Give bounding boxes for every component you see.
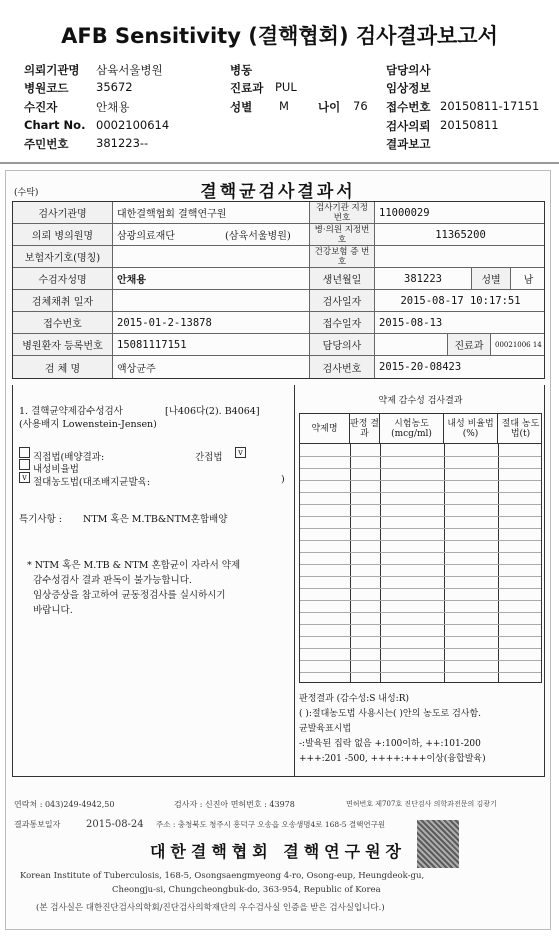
col-drug: 약제명	[300, 414, 350, 443]
resident-label: 주민번호	[24, 137, 69, 151]
org-name: 대한결핵협회 결핵연구원장	[149, 842, 407, 861]
receipt-value: 20150811-17151	[440, 99, 540, 113]
grid-row-line	[300, 480, 541, 481]
resistance-label: 내성비율법	[33, 464, 79, 475]
cell-value: 남	[523, 275, 534, 286]
comment-line: 바랍니다.	[33, 605, 73, 616]
subject-label: 수진자	[24, 100, 58, 114]
grid-row-line	[300, 456, 541, 457]
resident-value: 381223--	[96, 136, 149, 150]
clinical-label: 임상정보	[386, 81, 431, 95]
comment-line: * NTM 혹은 M.TB & NTM 혼합균이 자라서 약제	[27, 560, 241, 571]
sex-label: 성별	[230, 100, 253, 114]
indirect-checkbox[interactable]: v	[235, 447, 246, 458]
table-row	[13, 356, 544, 378]
cell-label: 검사일자	[309, 290, 375, 311]
grid-row-line	[300, 624, 541, 625]
test-code: [나406다(2). B4064]	[165, 406, 260, 417]
resistance-checkbox[interactable]	[19, 459, 30, 470]
sensitivity-panel	[295, 385, 546, 776]
scanned-form	[5, 170, 551, 930]
suta-label: (수탁)	[14, 188, 39, 198]
table-row	[13, 334, 544, 356]
verdict-label: 판정결과 (감수성:S 내성:R)	[299, 694, 409, 704]
col-abs: 절대 농도법(t)	[501, 418, 540, 439]
report-label: 결과보고	[386, 137, 431, 151]
cell-label: 검사기관 지정번호	[309, 202, 375, 223]
report-date-label: 결과통보일자	[14, 820, 61, 829]
col-ratio: 내성 비율법(%)	[444, 414, 498, 443]
cell-label: 보험자기호(명칭)	[13, 246, 113, 267]
official-seal-icon	[417, 820, 459, 868]
verdict-line: -:발육된 집락 없음 +:100이하, ++:101-200	[299, 739, 481, 749]
cell-value: 대한결핵협회 결핵연구원	[117, 209, 227, 220]
test-title: 1. 결핵균약제감수성검사	[19, 406, 123, 417]
cell-value: 11000029	[379, 206, 430, 219]
institution-value: 삼육서울병원	[96, 63, 163, 77]
cell-value: 15081117151	[117, 338, 187, 351]
sensitivity-grid	[299, 413, 542, 683]
note-label: 특기사항 :	[19, 514, 62, 525]
cell-label: 진료과	[447, 334, 491, 355]
cell-value: 11365200	[435, 228, 486, 241]
doctor-label: 담당의사	[386, 63, 431, 77]
verdict-line: ( ):절대농도법 사용시는( )안의 농도로 검사함.	[299, 709, 482, 719]
absolute-checkbox[interactable]: v	[19, 472, 30, 483]
cell-label: 병원환자 등록번호	[13, 334, 113, 355]
grid-row-line	[300, 528, 541, 529]
cell-value: 안채용	[117, 275, 146, 286]
cell-label: 검사기관명	[13, 202, 113, 223]
cell-label: 담당의사	[309, 334, 375, 355]
grid-row-line	[300, 672, 541, 673]
chart-label: Chart No.	[24, 118, 86, 132]
sex-value: M	[279, 99, 289, 113]
table-row	[13, 268, 544, 290]
direct-checkbox[interactable]	[19, 447, 30, 458]
direct-label: 직접법(배양결과:	[33, 452, 105, 463]
age-value: 76	[353, 99, 368, 113]
english-address: Korean Institute of Tuberculosis, 168-5, Osongsaengmyeong 4-ro, Osong-eup, Heungdeok-gu,	[20, 871, 425, 881]
institution-label: 의뢰기관명	[24, 63, 80, 77]
table-row	[13, 312, 544, 334]
dept-label: 진료과	[230, 81, 264, 95]
cell-label: 건강보험 증 번 호	[309, 246, 375, 267]
license: 면허번호 제707호 진단검사 의학과전문의 김광기	[346, 800, 497, 808]
cell-label: 생년월일	[309, 268, 375, 289]
examiner: 검사자 : 신진아 면허번호 : 43978	[174, 800, 295, 809]
certification: (본 검사실은 대한진단검사의학회/진단검사의학재단의 우수검사실 인증을 받은 검사실입니다.)	[36, 903, 385, 913]
hospital-code-value: 35672	[96, 80, 133, 94]
grid-row-line	[300, 636, 541, 637]
grid-row-line	[300, 648, 541, 649]
cell-label: 성별	[471, 268, 511, 289]
report-date: 2015-08-24	[86, 819, 144, 830]
grid-row-line	[300, 660, 541, 661]
receipt-label: 접수번호	[386, 100, 431, 114]
dept-value: PUL	[275, 80, 297, 94]
age-label: 나이	[318, 100, 341, 114]
absolute-label: 절대농도법(대조배지균발육:	[33, 477, 151, 488]
cell-label: 검체채취 일자	[13, 290, 113, 311]
cell-label: 수검자성명	[13, 268, 113, 289]
cell-label: 검사번호	[309, 356, 375, 378]
contact: 연락처 : 043)249-4942,50	[14, 800, 115, 809]
cell-value: 2015-20-08423	[379, 361, 462, 373]
address: 주소 : 충청북도 청주시 흥덕구 오송읍 오송생명4로 168-5 결핵연구원	[156, 820, 386, 829]
cell-label: 접수번호	[13, 312, 113, 333]
grid-header	[300, 414, 541, 444]
cell-value: (삼육서울병원)	[225, 231, 291, 242]
table-row	[13, 246, 544, 268]
grid-row-line	[300, 492, 541, 493]
absolute-close: )	[281, 474, 285, 485]
cell-value: 2015-08-13	[379, 316, 443, 329]
form-title: 결핵균검사결과서	[200, 182, 356, 202]
table-row	[13, 202, 544, 224]
col-conc: 시험농도 (mcg/ml)	[380, 414, 444, 443]
table-row	[13, 224, 544, 246]
grid-row-line	[300, 540, 541, 541]
hospital-code-label: 병원코드	[24, 81, 69, 95]
subject-value: 안채용	[96, 100, 130, 114]
grid-row-line	[300, 600, 541, 601]
grid-row-line	[300, 612, 541, 613]
cell-value: 삼광의료재단	[117, 231, 175, 242]
comment-line: 임상증상을 참고하여 균동정검사를 실시하시기	[33, 590, 226, 601]
ward-label: 병동	[230, 63, 253, 77]
report-title: AFB Sensitivity (결핵협회) 검사결과보고서	[61, 24, 498, 48]
chart-value: 0002100614	[96, 118, 170, 132]
col-result: 판정 결과	[350, 414, 380, 443]
test-method-panel	[13, 385, 295, 776]
cell-label: 병·의원 지정번호	[309, 224, 375, 245]
request-value: 20150811	[440, 118, 499, 132]
test-method: (사용배지 Lowenstein-Jensen)	[19, 419, 157, 430]
verdict-line: 균발육표시법	[299, 724, 352, 734]
note-value: NTM 혹은 M.TB&NTM혼합배양	[83, 514, 228, 525]
comment-line: 감수성검사 결과 판독이 불가능합니다.	[33, 575, 192, 586]
info-table	[12, 201, 545, 379]
cell-label: 의뢰 병의원명	[13, 224, 113, 245]
cell-value: 381223	[404, 272, 442, 285]
verdict-line: +++:201 -500, ++++:+++이상(융합발육)	[299, 754, 486, 764]
grid-row-line	[300, 588, 541, 589]
grid-row-line	[300, 468, 541, 469]
cell-value: 액상균주	[117, 363, 156, 375]
grid-row-line	[300, 576, 541, 577]
sensitivity-title: 약제 감수성 검사결과	[378, 396, 463, 406]
grid-row-line	[300, 564, 541, 565]
cell-value: 2015-08-17 10:17:51	[400, 294, 521, 307]
grid-row-line	[300, 516, 541, 517]
result-section	[12, 385, 545, 777]
grid-row-line	[300, 504, 541, 505]
english-address: Cheongju-si, Chungcheongbuk-do, 363-954, Republic of Korea	[112, 885, 381, 895]
cell-label: 검 체 명	[13, 356, 113, 378]
cell-value: 00021006 14	[495, 340, 542, 349]
table-row	[13, 290, 544, 312]
grid-row-line	[300, 552, 541, 553]
cell-value: 2015-01-2-13878	[117, 316, 212, 329]
request-label: 검사의뢰	[386, 119, 431, 133]
header-divider	[0, 162, 559, 164]
cell-label: 접수일자	[309, 312, 375, 333]
indirect-label: 간접법	[195, 452, 223, 463]
